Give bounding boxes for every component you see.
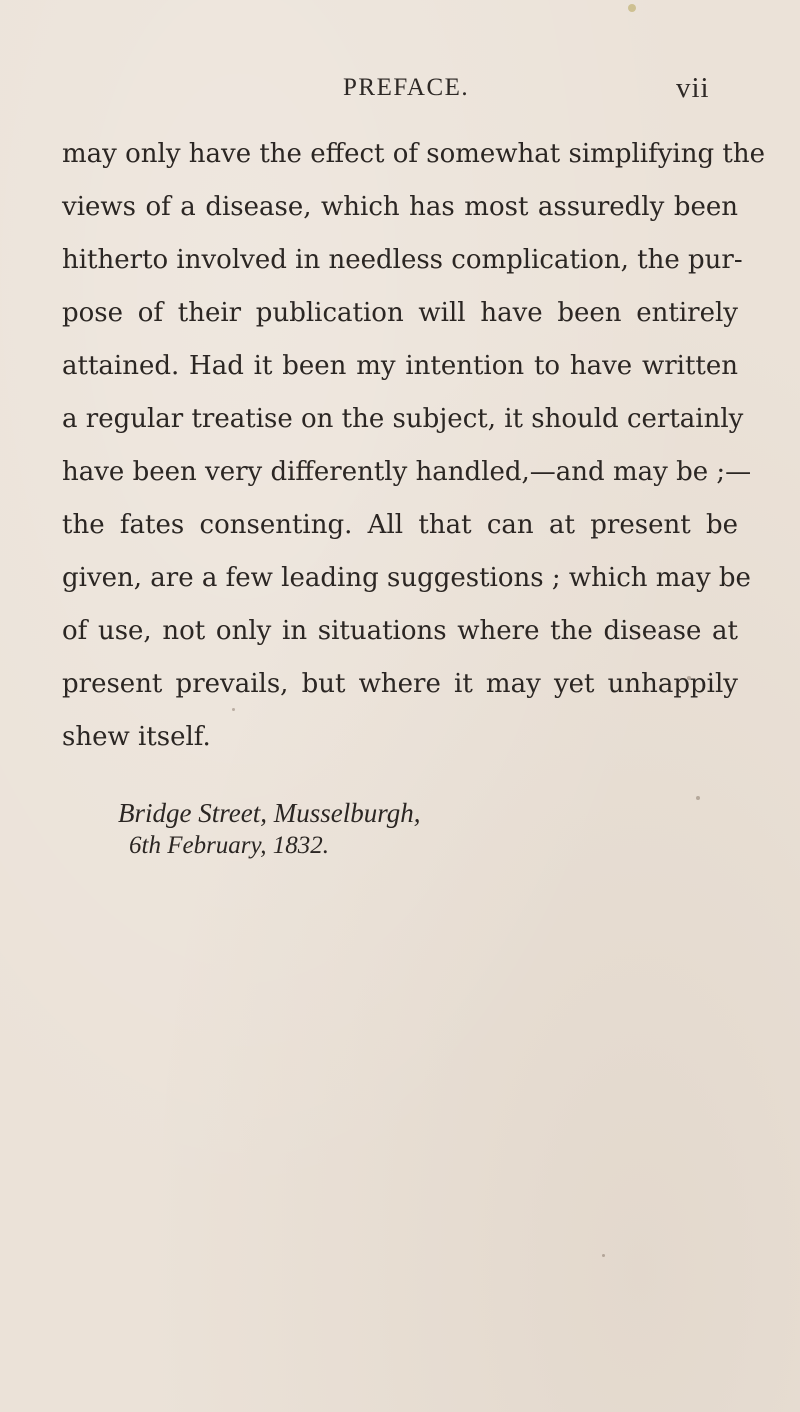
text-line: attained. Had it been my intention to have written (62, 351, 738, 381)
text-line: of use, not only in situations where the disease at (62, 616, 738, 646)
paper-speck (602, 1254, 605, 1257)
text-line: views of a disease, which has most assuredly been (62, 192, 738, 222)
text-line: may only have the effect of somewhat simplifying the (62, 139, 765, 169)
text-line: shew itself. (62, 722, 211, 752)
text-line: given, are a few leading suggestions ; which may be (62, 563, 751, 593)
signature-block (118, 796, 420, 862)
text-line: the fates consenting. All that can at present be (62, 510, 738, 540)
text-line: hitherto involved in needless complication, the pur- (62, 245, 743, 275)
running-head (0, 72, 800, 112)
signature-date: 6th February, 1832. (129, 832, 329, 859)
paper-speck (628, 4, 636, 12)
paper-speck (687, 676, 691, 680)
page-number: vii (676, 72, 710, 104)
text-line: present prevails, but where it may yet unhappily (62, 669, 738, 699)
signature-place: Bridge Street, Musselburgh, (118, 798, 421, 828)
text-line: have been very differently handled,—and may be ;— (62, 457, 752, 487)
paper-speck (232, 708, 235, 711)
page-title: PREFACE. (343, 74, 470, 101)
text-line: pose of their publication will have been entirely (62, 298, 738, 328)
paper-speck (696, 796, 700, 800)
preface-paragraph (62, 128, 765, 764)
text-line: a regular treatise on the subject, it should certainly (62, 404, 744, 434)
